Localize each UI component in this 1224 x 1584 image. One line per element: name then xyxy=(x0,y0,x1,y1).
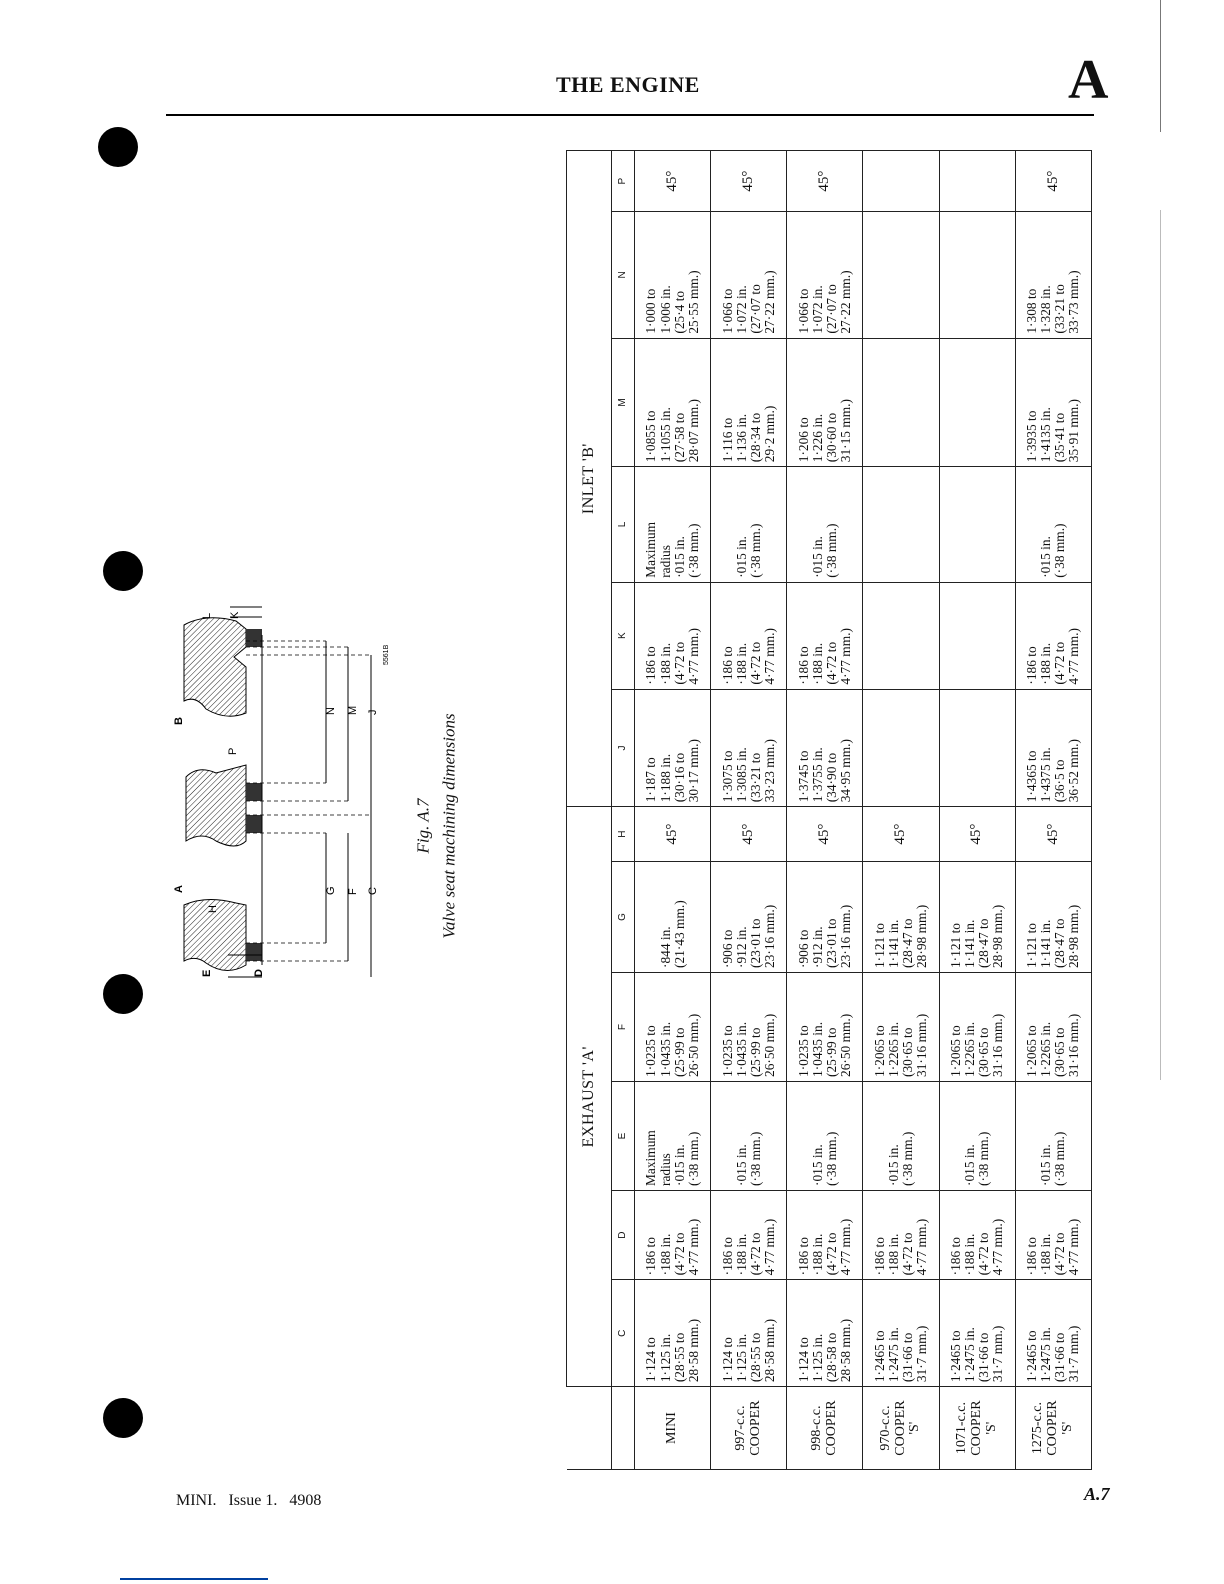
figure-label-j: J xyxy=(367,709,379,715)
figure-caption-block xyxy=(396,686,476,966)
cell-l: ·015 in. (·38 mm.) xyxy=(711,467,787,583)
cell-h: 45° xyxy=(1015,807,1091,862)
cell-d: ·186 to ·188 in. (4·72 to 4·77 mm.) xyxy=(863,1190,939,1279)
figure-subcaption: Valve seat machining dimensions xyxy=(439,713,458,939)
cell-e: Maximum radius ·015 in. (·38 mm.) xyxy=(635,1082,711,1191)
cell-k: ·186 to ·188 in. (4·72 to 4·77 mm.) xyxy=(711,582,787,689)
cell-c: 1·2465 to 1·2475 in. (31·66 to 31·7 mm.) xyxy=(1015,1280,1091,1387)
punch-hole-1 xyxy=(98,127,138,167)
figure-caption: Fig. A.7 xyxy=(413,798,433,854)
column-header-d: D xyxy=(612,1190,635,1279)
cell-f: 1·0235 to 1·0435 in. (25·99 to 26·50 mm.) xyxy=(635,973,711,1082)
cell-m: 1·206 to 1·226 in. (30·60 to 31·15 mm.) xyxy=(787,338,863,467)
cell-g: 1·121 to 1·141 in. (28·47 to 28·98 mm.) xyxy=(1015,861,1091,972)
column-header-g: G xyxy=(612,861,635,972)
column-header-m: M xyxy=(612,338,635,467)
cell-c: 1·2465 to 1·2475 in. (31·66 to 31·7 mm.) xyxy=(939,1280,1015,1387)
page-number: A.7 xyxy=(1084,1484,1110,1504)
cell-k: ·186 to ·188 in. (4·72 to 4·77 mm.) xyxy=(635,582,711,689)
column-header-l: L xyxy=(612,467,635,583)
page-title: THE ENGINE xyxy=(556,72,700,97)
figure-label-c: C xyxy=(367,887,379,895)
cell-d: ·186 to ·188 in. (4·72 to 4·77 mm.) xyxy=(787,1190,863,1279)
table-row xyxy=(863,151,939,1470)
cell-h: 45° xyxy=(711,807,787,862)
cell-c: 1·2465 to 1·2475 in. (31·66 to 31·7 mm.) xyxy=(863,1280,939,1387)
cell-e: ·015 in. (·38 mm.) xyxy=(711,1082,787,1191)
cell-g: ·844 in. (21·43 mm.) xyxy=(635,861,711,972)
cell-n: 1·308 to 1·328 in. (33·21 to 33·73 mm.) xyxy=(1015,212,1091,338)
cell-d: ·186 to ·188 in. (4·72 to 4·77 mm.) xyxy=(711,1190,787,1279)
header-rule xyxy=(166,114,1094,116)
cell-g: ·906 to ·912 in. (23·01 to 23·16 mm.) xyxy=(711,861,787,972)
punch-hole-3 xyxy=(103,974,143,1014)
section-letter: A xyxy=(1068,49,1109,111)
cell-f: 1·2065 to 1·2265 in. (30·65 to 31·16 mm.) xyxy=(1015,973,1091,1082)
cell-m xyxy=(939,338,1015,467)
cell-f: 1·2065 to 1·2265 in. (30·65 to 31·16 mm.) xyxy=(939,973,1015,1082)
figure-ref-code: 5561B xyxy=(383,644,390,665)
model-cell: 997-c.c. COOPER xyxy=(711,1387,787,1470)
cell-k: ·186 to ·188 in. (4·72 to 4·77 mm.) xyxy=(1015,582,1091,689)
cell-l xyxy=(863,467,939,583)
valve-seat-diagram xyxy=(173,605,430,980)
cell-f: 1·2065 to 1·2265 in. (30·65 to 31·16 mm.) xyxy=(863,973,939,1082)
cell-c: 1·124 to 1·125 in. (28·55 to 28·58 mm.) xyxy=(711,1280,787,1387)
model-cell: 1275-c.c. COOPER 'S' xyxy=(1015,1387,1091,1470)
cell-f: 1·0235 to 1·0435 in. (25·99 to 26·50 mm.) xyxy=(787,973,863,1082)
cell-m: 1·3935 to 1·4135 in. (35·41 to 35·91 mm.) xyxy=(1015,338,1091,467)
table-row xyxy=(787,151,863,1470)
cell-e: ·015 in. (·38 mm.) xyxy=(787,1082,863,1191)
inlet-group-header: INLET 'B' xyxy=(567,151,612,807)
cell-g: 1·121 to 1·141 in. (28·47 to 28·98 mm.) xyxy=(863,861,939,972)
figure-label-b: B xyxy=(173,717,185,725)
model-cell: 998-c.c. COOPER xyxy=(787,1387,863,1470)
cell-h: 45° xyxy=(863,807,939,862)
model-cell: MINI xyxy=(635,1387,711,1470)
cell-c: 1·124 to 1·125 in. (28·58 to 28·58 mm.) xyxy=(787,1280,863,1387)
cell-g: ·906 to ·912 in. (23·01 to 23·16 mm.) xyxy=(787,861,863,972)
scan-edge xyxy=(1160,0,1161,132)
model-cell: 970-c.c. COOPER 'S' xyxy=(863,1387,939,1470)
cell-h: 45° xyxy=(939,807,1015,862)
cell-g: 1·121 to 1·141 in. (28·47 to 28·98 mm.) xyxy=(939,861,1015,972)
cell-m: 1·116 to 1·136 in. (28·34 to 29·2 mm.) xyxy=(711,338,787,467)
cell-f: 1·0235 to 1·0435 in. (25·99 to 26·50 mm.) xyxy=(711,973,787,1082)
figure-label-a: A xyxy=(173,885,185,893)
cell-d: ·186 to ·188 in. (4·72 to 4·77 mm.) xyxy=(939,1190,1015,1279)
figure-label-h: H xyxy=(207,905,219,913)
punch-hole-4 xyxy=(103,1398,143,1438)
cell-d: ·186 to ·188 in. (4·72 to 4·77 mm.) xyxy=(1015,1190,1091,1279)
scan-edge xyxy=(1160,210,1161,1080)
cell-p: 45° xyxy=(711,151,787,212)
cell-h: 45° xyxy=(787,807,863,862)
cell-p xyxy=(863,151,939,212)
figure-label-p: P xyxy=(227,747,239,755)
table-row xyxy=(711,151,787,1470)
table-row xyxy=(939,151,1015,1470)
cell-k xyxy=(939,582,1015,689)
cell-p: 45° xyxy=(1015,151,1091,212)
figure-label-g: G xyxy=(325,886,337,895)
cell-m: 1·0855 to 1·1055 in. (27·58 to 28·07 mm.) xyxy=(635,338,711,467)
figure-label-e: E xyxy=(201,969,213,977)
cell-j: 1·3745 to 1·3755 in. (34·90 to 34·95 mm.) xyxy=(787,689,863,807)
cell-k: ·186 to ·188 in. (4·72 to 4·77 mm.) xyxy=(787,582,863,689)
cell-j: 1·3075 to 1·3085 in. (33·21 to 33·23 mm.) xyxy=(711,689,787,807)
exhaust-group-header: EXHAUST 'A' xyxy=(567,807,612,1387)
column-header-c: C xyxy=(612,1280,635,1387)
figure-label-k: K xyxy=(229,611,241,619)
valve-seat-table-wrap xyxy=(566,150,1092,1470)
column-header-p: P xyxy=(612,151,635,212)
figure-label-l: L xyxy=(201,612,213,619)
cell-l xyxy=(939,467,1015,583)
cell-e: ·015 in. (·38 mm.) xyxy=(939,1082,1015,1191)
scan-artifact-line xyxy=(120,1578,268,1580)
table-row xyxy=(1015,151,1091,1470)
column-header-k: K xyxy=(612,582,635,689)
figure-label-m: M xyxy=(347,705,359,715)
column-header-n: N xyxy=(612,212,635,338)
cell-j xyxy=(939,689,1015,807)
figure-label-f: F xyxy=(347,888,359,895)
cell-p: 45° xyxy=(635,151,711,212)
figure-label-n: N xyxy=(325,707,337,715)
table-body xyxy=(635,151,1092,1470)
figure-label-d: D xyxy=(253,969,265,977)
cell-d: ·186 to ·188 in. (4·72 to 4·77 mm.) xyxy=(635,1190,711,1279)
cell-n: 1·066 to 1·072 in. (27·07 to 27·22 mm.) xyxy=(787,212,863,338)
cell-l: ·015 in. (·38 mm.) xyxy=(787,467,863,583)
model-column-header xyxy=(612,1387,635,1470)
cell-m xyxy=(863,338,939,467)
cell-e: ·015 in. (·38 mm.) xyxy=(1015,1082,1091,1191)
column-header-h: H xyxy=(612,807,635,862)
model-header xyxy=(567,1387,612,1470)
cell-c: 1·124 to 1·125 in. (28·55 to 28·58 mm.) xyxy=(635,1280,711,1387)
cell-p xyxy=(939,151,1015,212)
cell-n xyxy=(863,212,939,338)
cell-k xyxy=(863,582,939,689)
table-row xyxy=(635,151,711,1470)
cell-h: 45° xyxy=(635,807,711,862)
footer-issue: MINI. Issue 1. 4908 xyxy=(176,1492,322,1509)
column-header-f: F xyxy=(612,973,635,1082)
model-cell: 1071-c.c. COOPER 'S' xyxy=(939,1387,1015,1470)
cell-n: 1·000 to 1·006 in. (25·4 to 25·55 mm.) xyxy=(635,212,711,338)
column-header-j: J xyxy=(612,689,635,807)
cell-l: ·015 in. (·38 mm.) xyxy=(1015,467,1091,583)
cell-j xyxy=(863,689,939,807)
cell-n xyxy=(939,212,1015,338)
column-header-e: E xyxy=(612,1082,635,1191)
cell-l: Maximum radius ·015 in. (·38 mm.) xyxy=(635,467,711,583)
punch-hole-2 xyxy=(103,551,143,591)
cell-p: 45° xyxy=(787,151,863,212)
cell-j: 1·4365 to 1·4375 in. (36·5 to 36·52 mm.) xyxy=(1015,689,1091,807)
cell-j: 1·187 to 1·188 in. (30·16 to 30·17 mm.) xyxy=(635,689,711,807)
cell-e: ·015 in. (·38 mm.) xyxy=(863,1082,939,1191)
cell-n: 1·066 to 1·072 in. (27·07 to 27·22 mm.) xyxy=(711,212,787,338)
valve-seat-table xyxy=(566,150,1092,1470)
